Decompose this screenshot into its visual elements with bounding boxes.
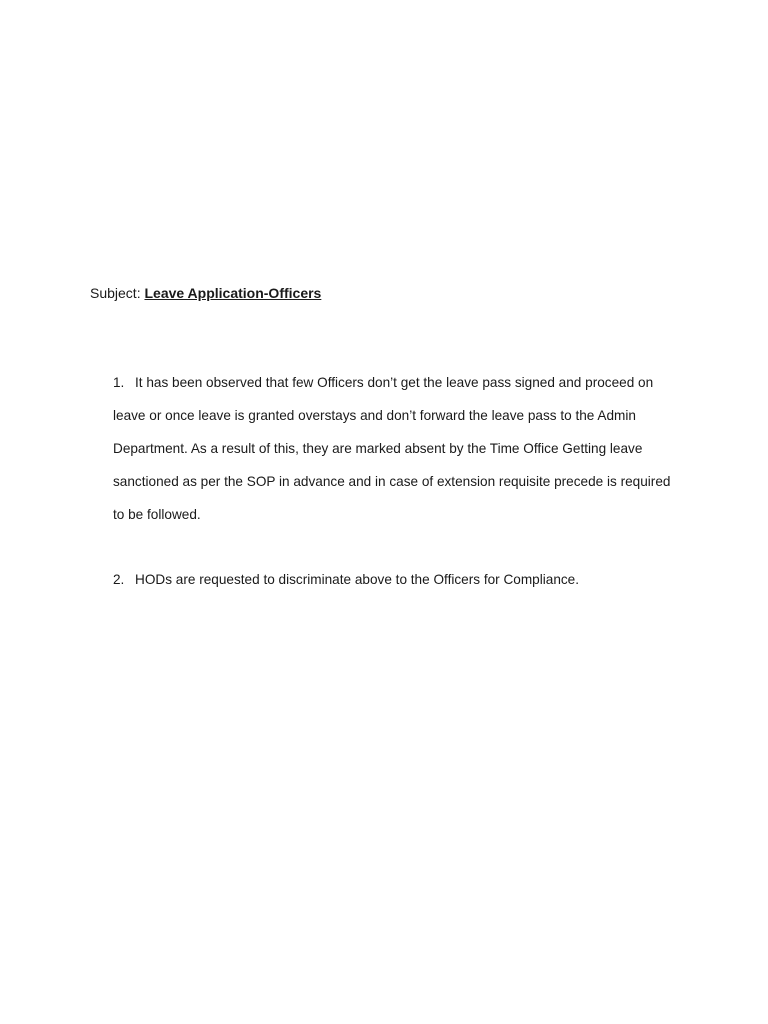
subject-label: Subject: [90, 285, 141, 301]
item-text: HODs are requested to discriminate above to the Officers for Compliance. [135, 572, 580, 587]
subject-title: Leave Application-Officers [144, 285, 322, 301]
subject-line [90, 284, 321, 302]
list-item [113, 366, 673, 531]
item-number: 2. [113, 572, 125, 587]
item-text: It has been observed that few Officers don’t get the leave pass signed and proceed on leave or once leave is granted overstays and don’t forward the leave pass to the Admin Department. As a result of this, they are marked absent by the Time Office Getting leave sanctioned as per the SOP in advance and in case of extension requisite precede is required to be followed. [113, 375, 671, 522]
list-item [113, 563, 673, 596]
item-number: 1. [113, 375, 125, 390]
